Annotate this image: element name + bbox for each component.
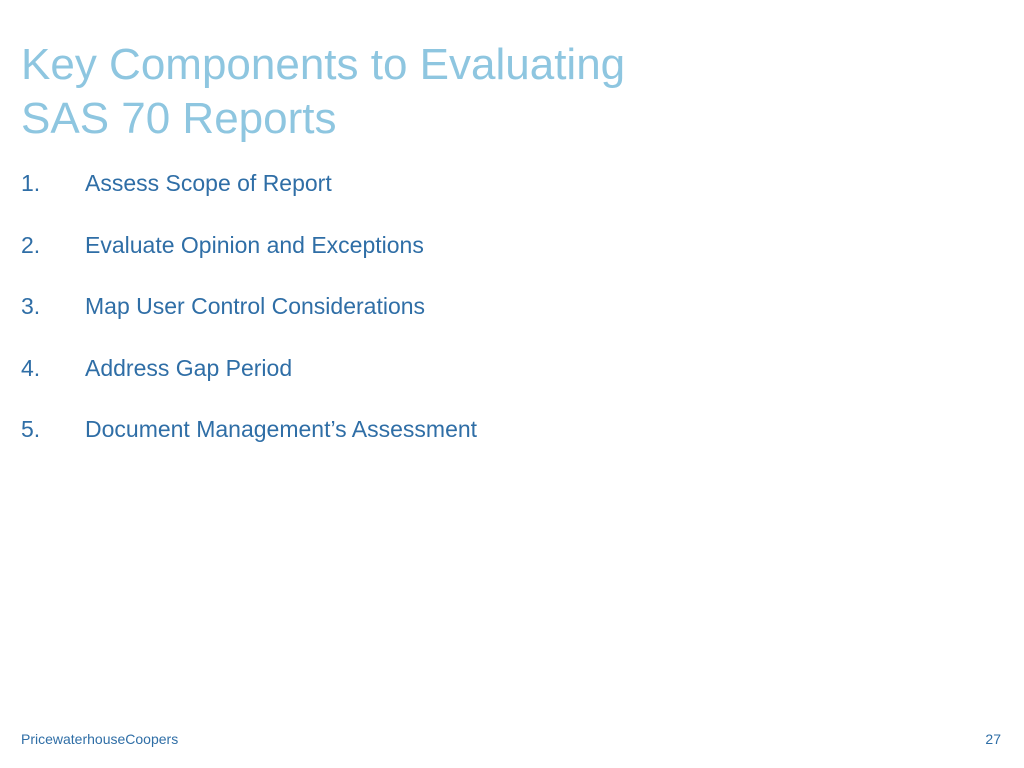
footer-brand: PricewaterhouseCoopers bbox=[21, 731, 179, 747]
list-item-text: Document Management’s Assessment bbox=[85, 416, 478, 442]
list-item-number: 4. bbox=[21, 354, 41, 381]
list-item-number: 2. bbox=[21, 231, 41, 258]
list-item-number: 3. bbox=[21, 293, 41, 319]
list-item bbox=[21, 170, 477, 232]
list-item-number: 1. bbox=[21, 170, 41, 196]
slide-title-line-2: SAS 70 Reports bbox=[21, 94, 337, 143]
list-item-number: 5. bbox=[21, 416, 41, 442]
list-item bbox=[21, 355, 477, 417]
list-item bbox=[21, 232, 477, 294]
page-number: 27 bbox=[985, 731, 1001, 747]
list-item bbox=[21, 293, 477, 355]
list-item bbox=[21, 416, 477, 478]
numbered-list bbox=[21, 170, 477, 478]
list-item-text: Address Gap Period bbox=[85, 354, 293, 381]
list-item-text: Map User Control Considerations bbox=[85, 293, 426, 319]
list-item-text: Assess Scope of Report bbox=[85, 170, 332, 196]
slide-title bbox=[21, 38, 625, 146]
slide-title-line-1: Key Components to Evaluating bbox=[21, 40, 626, 89]
list-item-text: Evaluate Opinion and Exceptions bbox=[85, 231, 424, 258]
